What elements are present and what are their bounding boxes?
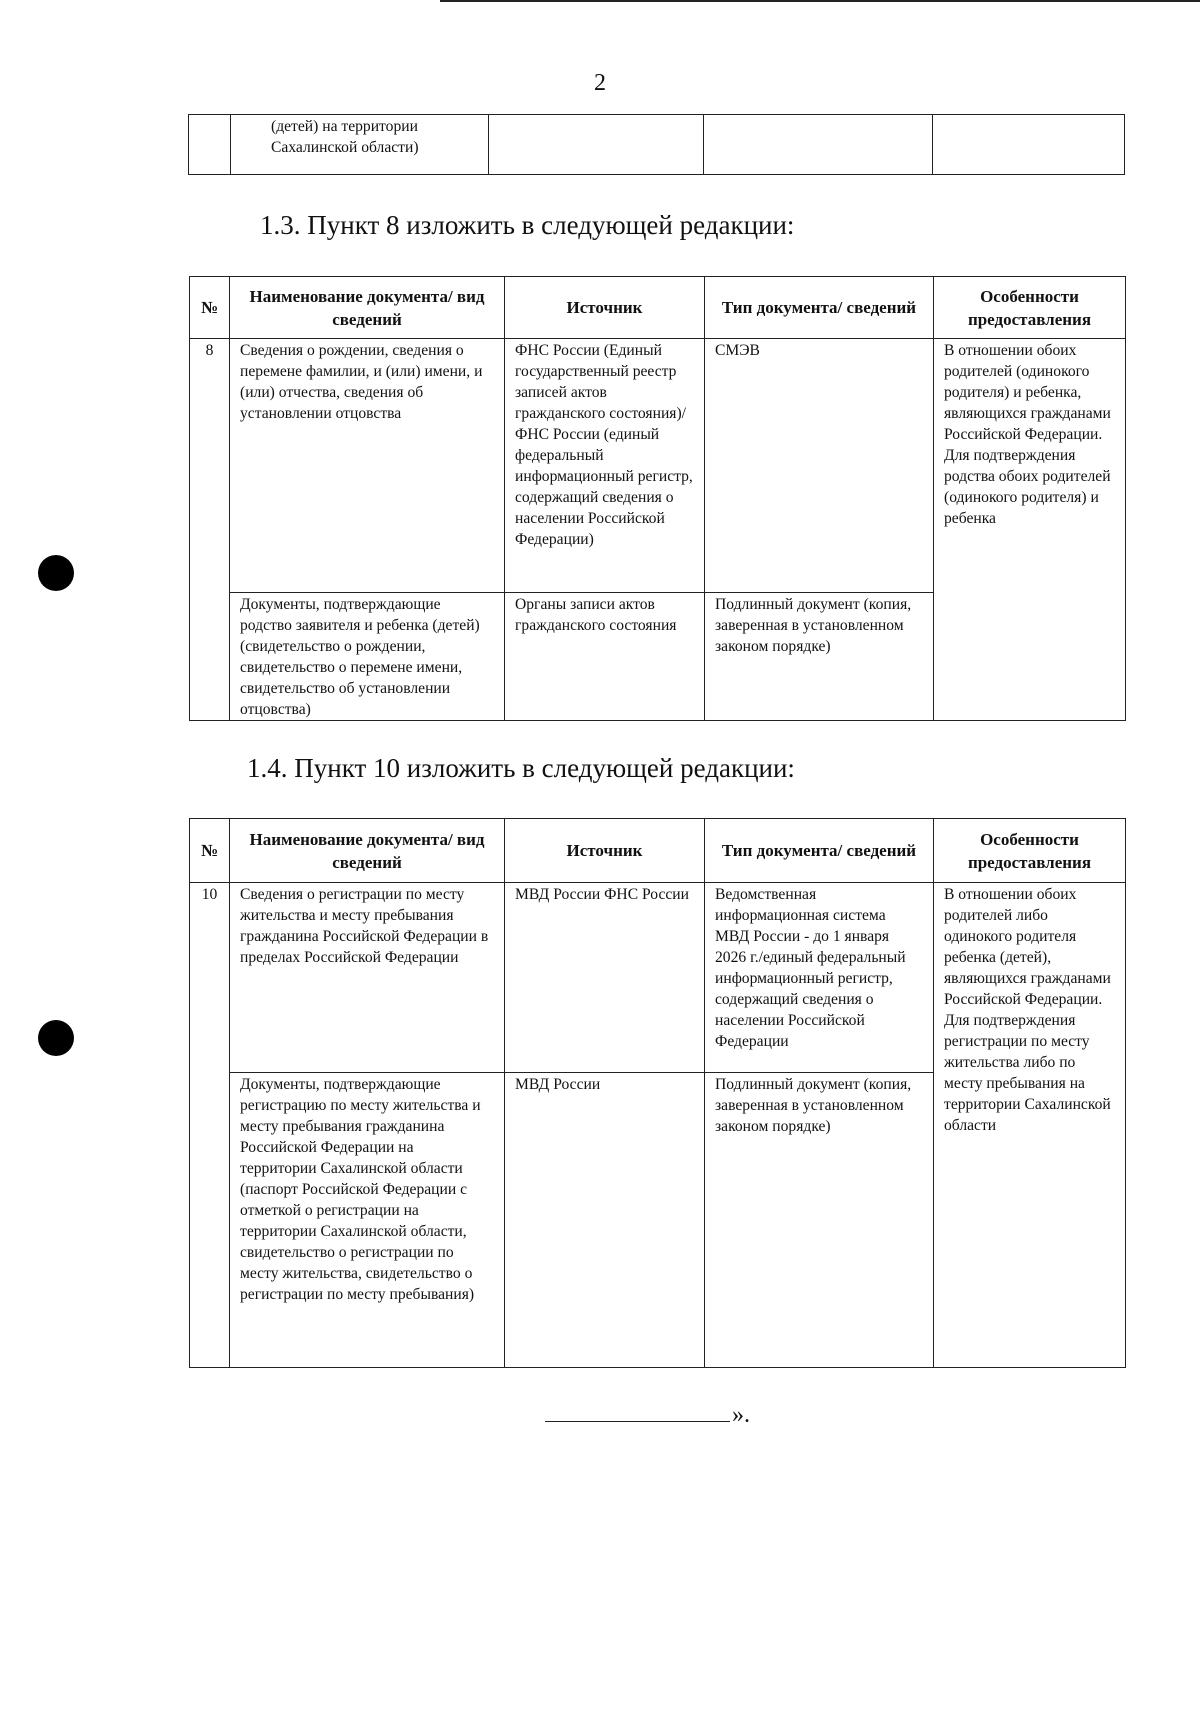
continuation-table: [188, 114, 1125, 175]
table-cell: [189, 115, 231, 175]
closing-quote-text: ».: [732, 1402, 750, 1428]
features-cell: В отношении обоих родителей (одинокого родителя) и ребенка, являющихся гражданами Российской Федерации. Для подтверждения родства обоих родителей (одинокого родителя) и ребенка: [934, 339, 1126, 721]
source-cell: Органы записи актов гражданского состояния: [505, 593, 705, 721]
source-cell: ФНС России (Единый государственный реестр записей актов гражданского состояния)/ФНС России (единый федеральный информационный регистр, содержащий сведения о населении Российской Федерации): [505, 339, 705, 593]
section-1-3-heading: 1.3. Пункт 8 изложить в следующей редакции:: [260, 210, 795, 240]
document-name-cell: Документы, подтверждающие родство заявителя и ребенка (детей) (свидетельство о рождении, свидетельство о перемене имени, свидетельство об установлении отцовства): [230, 593, 505, 721]
source-cell: МВД России ФНС России: [505, 883, 705, 1073]
source-cell: МВД России: [505, 1073, 705, 1368]
table-row: [190, 883, 1126, 1073]
document-type-cell: СМЭВ: [705, 339, 934, 593]
column-header: Тип документа/ сведений: [705, 819, 934, 883]
closing-rule-line: [545, 1421, 730, 1422]
column-header: Особенности предоставления: [934, 819, 1126, 883]
table-header-row: [190, 819, 1126, 883]
document-type-cell: Ведомственная информационная система МВД России - до 1 января 2026 г./единый федеральный информационный регистр, содержащий сведения о населении Российской Федерации: [705, 883, 934, 1073]
table-row: [189, 115, 1125, 175]
table-cell: [933, 115, 1125, 175]
document-name-cell: Сведения о регистрации по месту жительства и месту пребывания гражданина Российской Федерации в пределах Российской Федерации: [230, 883, 505, 1073]
table-row: [190, 339, 1126, 593]
column-header: №: [190, 277, 230, 339]
row-number: 10: [190, 883, 230, 1368]
column-header: №: [190, 819, 230, 883]
column-header: Источник: [505, 819, 705, 883]
scan-top-edge-line: [440, 0, 1200, 2]
column-header: Наименование документа/ вид сведений: [230, 819, 505, 883]
table-cell: [704, 115, 933, 175]
section-1-4-table: [189, 818, 1126, 1368]
document-type-cell: Подлинный документ (копия, заверенная в установленном законом порядке): [705, 1073, 934, 1368]
table-cell: [489, 115, 704, 175]
column-header: Наименование документа/ вид сведений: [230, 277, 505, 339]
document-name-cell: Документы, подтверждающие регистрацию по месту жительства и месту пребывания гражданина Российской Федерации на территории Сахалинской области (паспорт Российской Федерации с отметкой о регистрации на территории Сахалинской области, свидетельство о регистрации по месту жительства, свидетельство о регистрации по месту пребывания): [230, 1073, 505, 1368]
features-cell: В отношении обоих родителей либо одинокого родителя ребенка (детей), являющихся гражданами Российской Федерации. Для подтверждения регистрации по месту жительства либо по месту пребывания на территории Сахалинской области: [934, 883, 1126, 1368]
table-header-row: [190, 277, 1126, 339]
column-header: Тип документа/ сведений: [705, 277, 934, 339]
punch-hole-bottom: [38, 1020, 74, 1056]
closing-quote-mark: [545, 1402, 750, 1429]
section-1-4-heading: 1.4. Пункт 10 изложить в следующей редакции:: [247, 753, 795, 783]
document-name-cell: Сведения о рождении, сведения о перемене фамилии, и (или) имени, и (или) отчества, сведения об установлении отцовства: [230, 339, 505, 593]
punch-hole-top: [38, 555, 74, 591]
page-number: 2: [594, 70, 606, 96]
row-number: 8: [190, 339, 230, 721]
column-header: Источник: [505, 277, 705, 339]
column-header: Особенности предоставления: [934, 277, 1126, 339]
section-1-3-table: [189, 276, 1126, 721]
document-type-cell: Подлинный документ (копия, заверенная в установленном законом порядке): [705, 593, 934, 721]
table-cell: (детей) на территории Сахалинской области): [231, 115, 489, 175]
